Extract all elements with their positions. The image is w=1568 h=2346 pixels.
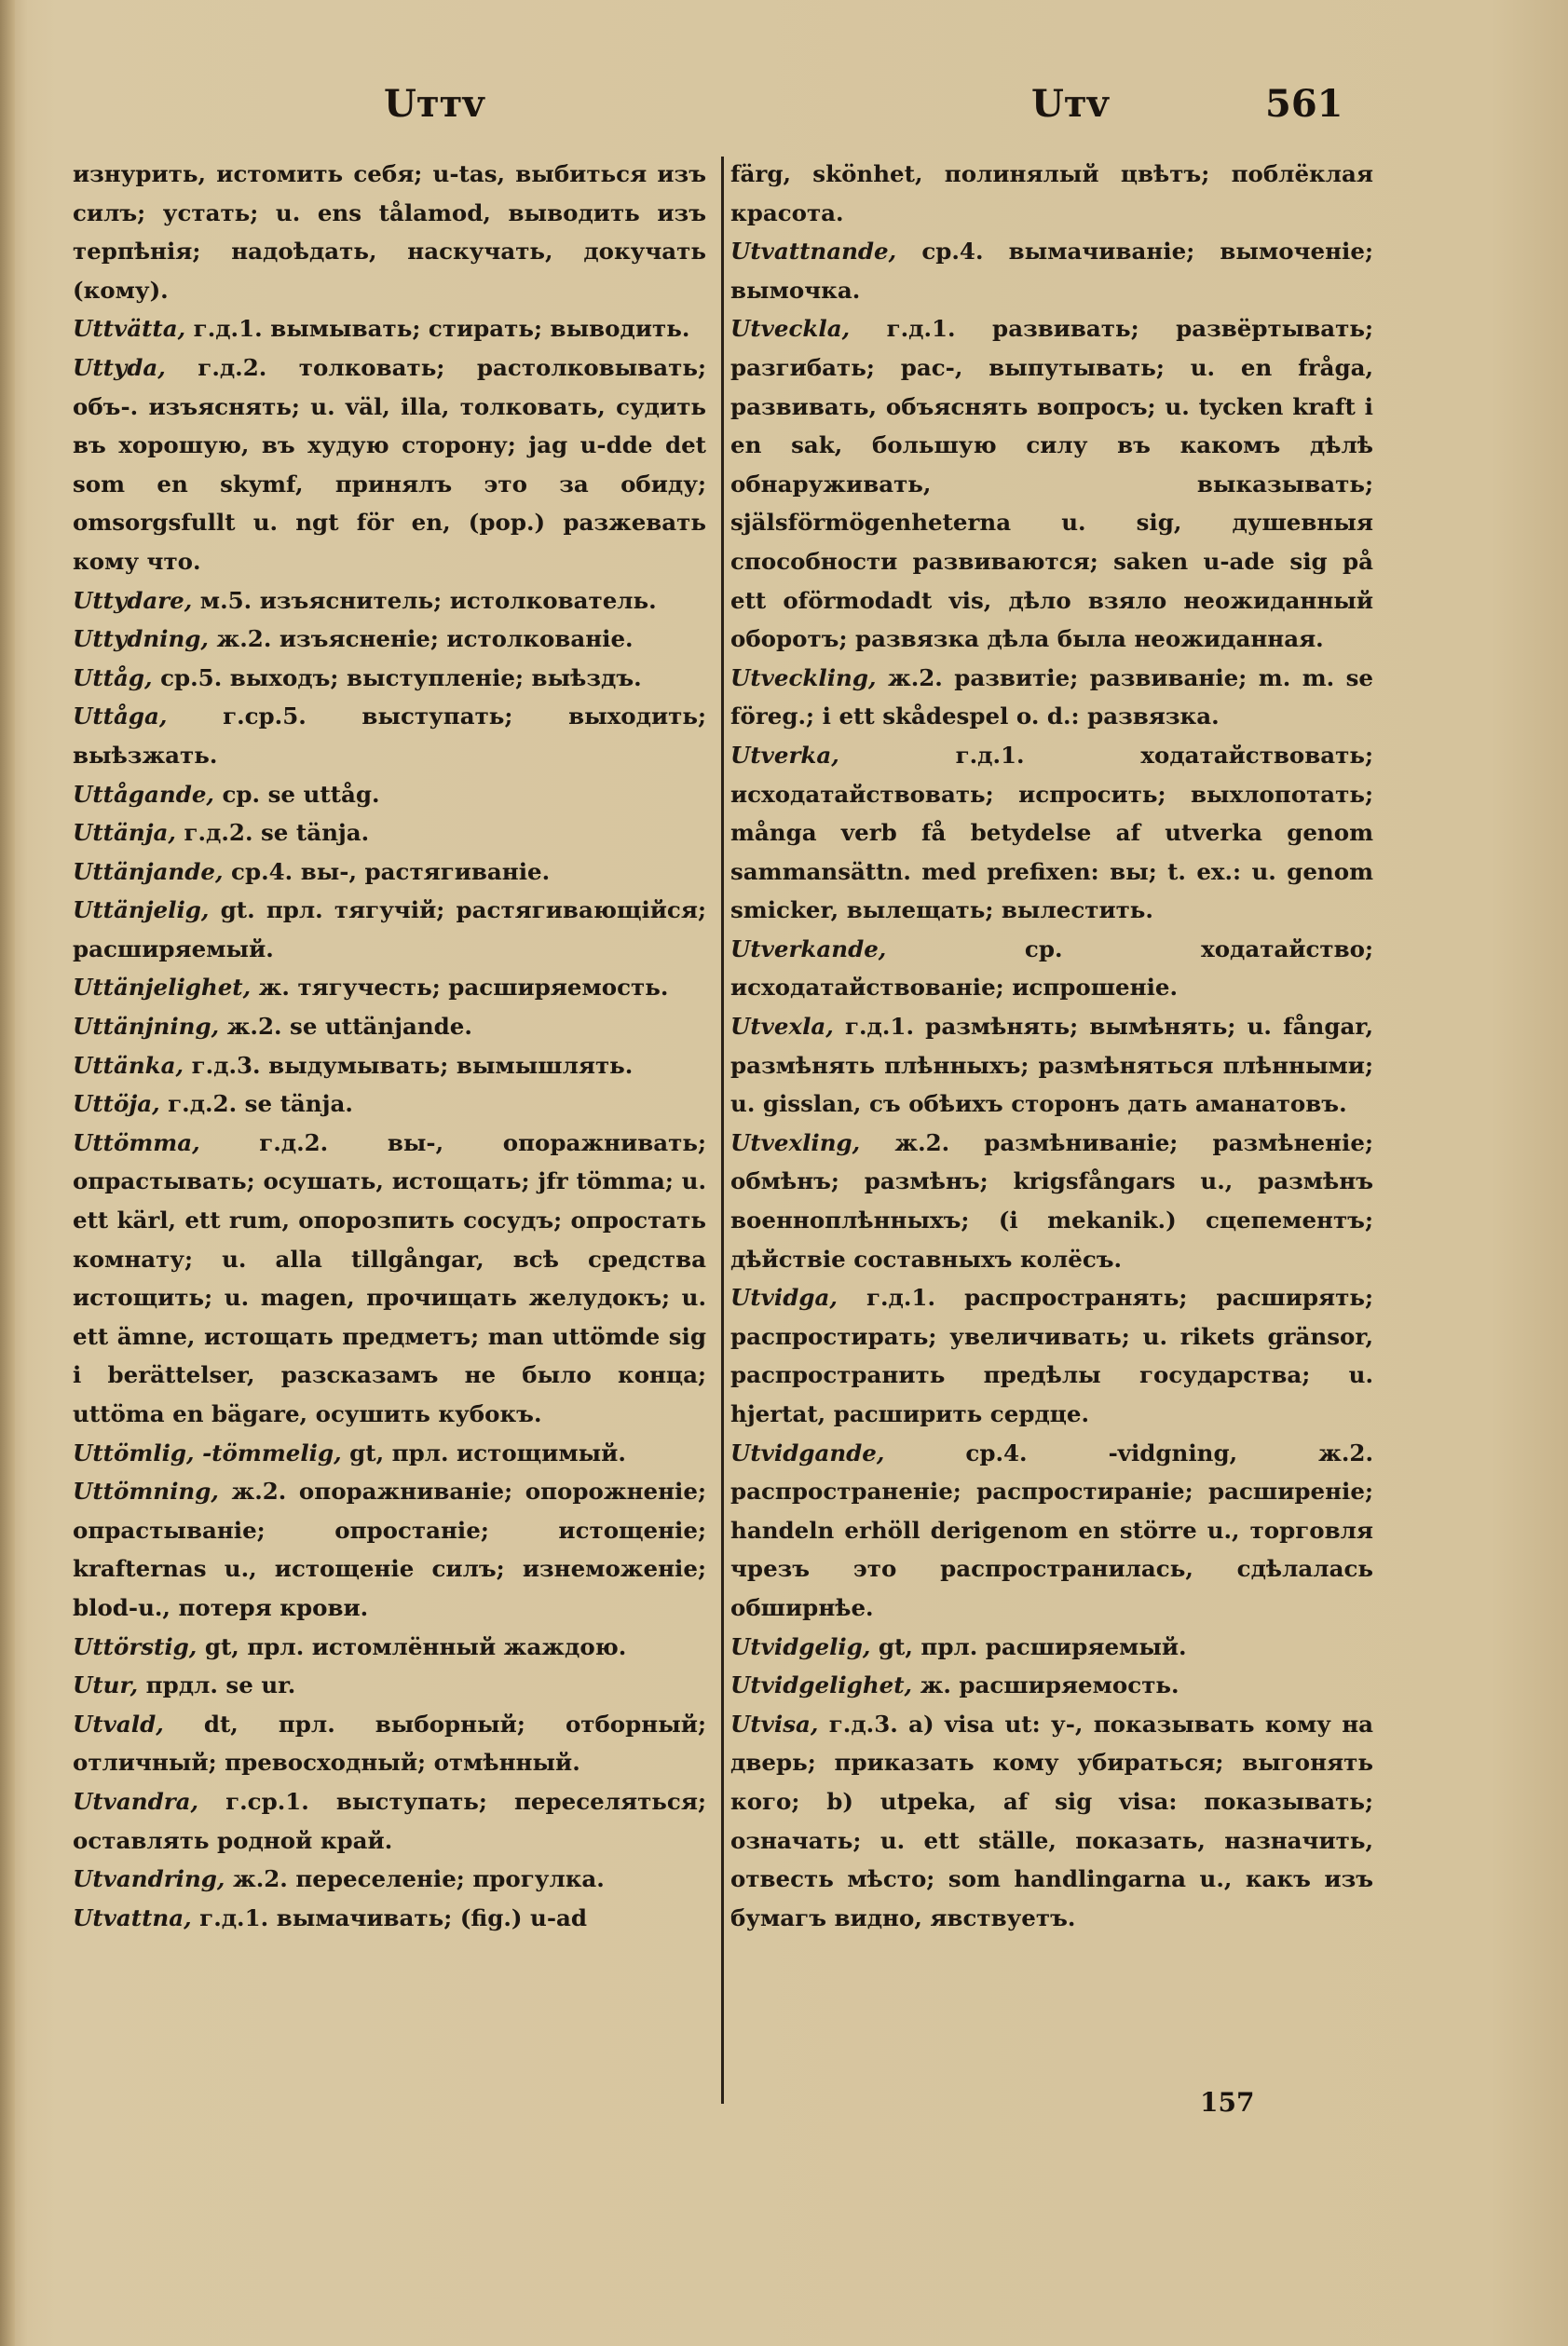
left-column — [73, 155, 706, 1937]
dictionary-entry — [73, 1860, 706, 1899]
entry-text: г.д.3. a) visa ut: у-, показывать кому на дверь; приказать кому убираться; выгонять кого; b) utpeka, af sig visa: показывать; означать; u. ett ställe, показать, назначить, отвесть мѣсто; som handlingarna u., какъ изъ бумагъ видно, явствуетъ. — [730, 1710, 1373, 1931]
dictionary-entry — [730, 232, 1373, 309]
left-guide-word: Uттv — [384, 82, 484, 126]
entry-text: gt, прл. истомлённый жаждою. — [197, 1632, 627, 1660]
entry-headword: Uttänja, — [73, 819, 176, 847]
entry-headword: Uttydning, — [73, 625, 209, 653]
entry-headword: Uttåg, — [73, 663, 153, 691]
entry-text: г.д.1. распространять; расширять; распростирать; увеличивать; u. rikets gränsor, распространить предѣлы государства; u. hjertat, расширить сердце. — [730, 1284, 1373, 1427]
entry-text: ср.4. вымачиваніе; вымоченіе; вымочка. — [730, 238, 1373, 304]
entry-headword: Uttyda, — [73, 353, 166, 381]
dictionary-entry — [73, 697, 706, 774]
dictionary-entry — [73, 1666, 706, 1705]
dictionary-entry — [73, 852, 706, 892]
entry-headword: Uttänjande, — [73, 857, 224, 885]
entry-text: г.д.2. вы-, опоражнивать; опрастывать; осушать, истощать; jfr tömma; u. ett kärl, ett rum, опорозпить сосудъ; опростать комнату; u. alla tillgångar, всѣ средства истощить; u. magen, прочищать желудокъ; u. ett ämne, истощать предметъ; man uttömde sig i berättelser, разсказамъ не было конца; uttöma en bägare, осушить кубокъ. — [73, 1128, 706, 1427]
dictionary-entry — [73, 1782, 706, 1860]
entry-headword: Utvattnande, — [730, 238, 897, 266]
entry-text: gt. прл. тягучій; растягивающійся; расширяемый. — [73, 896, 706, 962]
entry-text: г.ср.1. выступать; переселяться; оставлять родной край. — [73, 1787, 706, 1854]
entry-headword: Utvidgelighet, — [730, 1671, 913, 1699]
dictionary-entry — [73, 1124, 706, 1434]
entry-headword: Utvexla, — [730, 1013, 834, 1041]
dictionary-entry — [73, 1046, 706, 1085]
entry-headword: Uttänka, — [73, 1051, 184, 1079]
entry-headword: Uttömning, — [73, 1478, 219, 1506]
dictionary-entry — [730, 1705, 1373, 1938]
page-edge — [0, 0, 15, 2346]
entry-headword: Uttöja, — [73, 1090, 160, 1118]
dictionary-entry — [730, 309, 1373, 658]
entry-text: ж.2. se uttänjande. — [219, 1013, 472, 1041]
entry-headword: Uttömlig, -tömmelig, — [73, 1439, 342, 1466]
dictionary-entry — [73, 620, 706, 659]
signature-mark: 157 — [1200, 2087, 1255, 2118]
entry-text: м.5. изъяснитель; истолкователь. — [192, 586, 657, 614]
entry-text: изнурить, истомить себя; u-tas, выбиться изъ силъ; устать; u. ens tålamod, выводить изъ терпѣнія; надоѣдать, наскучать, докучать (кому). — [73, 160, 706, 304]
entry-text: ж. расширяемость. — [912, 1671, 1179, 1699]
entry-headword: Utvidga, — [730, 1284, 838, 1312]
right-column — [730, 155, 1373, 1937]
column-divider — [721, 157, 724, 2104]
dictionary-entry — [730, 1434, 1373, 1628]
entry-headword: Uttänjning, — [73, 1013, 220, 1041]
entry-headword: Utveckling, — [730, 663, 877, 691]
entry-text: ср.4. вы-, растягиваніе. — [223, 857, 551, 885]
entry-headword: Utverkande, — [730, 934, 887, 962]
page-number: 561 — [1265, 82, 1343, 126]
entry-headword: Uttåga, — [73, 702, 168, 730]
entry-text: г.д.2. se tänja. — [175, 819, 370, 847]
entry-headword: Utvisa, — [730, 1710, 819, 1738]
entry-text: ж.2. переселеніе; прогулка. — [225, 1865, 605, 1893]
entry-text: ср.5. выходъ; выступленіе; выѣздъ. — [152, 663, 642, 691]
entry-headword: Utvald, — [73, 1710, 164, 1738]
dictionary-entry — [73, 348, 706, 581]
dictionary-entry — [73, 1434, 706, 1473]
dictionary-entry — [73, 891, 706, 968]
entry-text: ж.2. опоражниваніе; опорожненіе; опрастываніе; опростаніе; истощеніе; krafternas u., истощеніе силъ; изнеможеніе; blod-u., потеря крови. — [73, 1478, 706, 1621]
dictionary-entry — [730, 659, 1373, 736]
entry-text: gt, прл. истощимый. — [341, 1439, 626, 1466]
entry-text: ж.2. развитіе; развиваніе; m. m. se föreg.; i ett skådespel o. d.: развязка. — [730, 663, 1373, 730]
entry-text: г.д.1. размѣнять; вымѣнять; u. fångar, размѣнять плѣнныхъ; размѣняться плѣнными; u. gisslan, съ обѣихъ сторонъ дать аманатовъ. — [730, 1013, 1373, 1118]
dictionary-entry — [730, 155, 1373, 232]
entry-text: ж. тягучесть; расширяемость. — [251, 974, 669, 1002]
dictionary-entry — [730, 1007, 1373, 1124]
entry-text: ср. ходатайство; исходатайствованіе; испрошеніе. — [730, 934, 1373, 1002]
dictionary-entry — [730, 736, 1373, 930]
running-header — [0, 82, 1568, 138]
entry-headword: Uttänjelighet, — [73, 974, 252, 1002]
entry-text: г.д.3. выдумывать; вымышлять. — [184, 1051, 634, 1079]
dictionary-entry — [730, 1666, 1373, 1705]
dictionary-entry — [73, 659, 706, 698]
entry-text: dt, прл. выборный; отборный; отличный; превосходный; отмѣнный. — [73, 1710, 706, 1777]
dictionary-entry — [73, 155, 706, 309]
entry-headword: Uttänjelig, — [73, 896, 210, 924]
dictionary-entry — [73, 968, 706, 1007]
entry-headword: Utvattna, — [73, 1903, 192, 1931]
entry-text: г.д.1. ходатайствовать; исходатайствовать; испросить; выхлопотать; många verb få betydelse af utverka genom sammansättn. med prefixen: вы; t. ex.: u. genom smicker, вылещать; вылестить. — [730, 741, 1373, 924]
entry-text: färg, skönhet, полинялый цвѣтъ; поблёклая красота. — [730, 160, 1373, 226]
entry-text: ср. se uttåg. — [213, 780, 380, 808]
dictionary-entry — [730, 1628, 1373, 1667]
entry-headword: Uttydare, — [73, 586, 193, 614]
dictionary-entry — [73, 309, 706, 348]
entry-headword: Uttömma, — [73, 1128, 200, 1156]
entry-headword: Utveckla, — [730, 315, 851, 343]
dictionary-entry — [73, 1705, 706, 1782]
entry-text: г.д.1. вымачивать; (fig.) u-ad — [191, 1903, 587, 1931]
entry-text: прдл. se ur. — [138, 1671, 296, 1699]
entry-text: г.д.1. вымывать; стирать; выводить. — [185, 315, 690, 343]
dictionary-entry — [730, 930, 1373, 1007]
dictionary-entry — [73, 1472, 706, 1627]
entry-headword: Utvandring, — [73, 1865, 225, 1893]
entry-text: г.д.2. se tänja. — [159, 1090, 353, 1118]
dictionary-entry — [73, 1628, 706, 1667]
entry-headword: Utur, — [73, 1671, 139, 1699]
entry-text: ср.4. -vidgning, ж.2. распространеніе; распростираніе; расширеніе; handeln erhöll derigenom en större u., торговля чрезъ это распространилась, сдѣлалась обширнѣе. — [730, 1439, 1373, 1621]
entry-text: г.д.2. толковать; растолковывать; объ-. изъяснять; u. väl, illa, толковать, судить въ хорошую, въ худую сторону; jag u-dde det som en skymf, принялъ это за обиду; omsorgsfullt u. ngt för en, (рор.) разжевать кому что. — [73, 353, 706, 575]
entry-text: г.ср.5. выступать; выходить; выѣзжать. — [73, 702, 706, 769]
entry-headword: Uttågande, — [73, 780, 214, 808]
entry-headword: Utvidgande, — [730, 1439, 885, 1466]
entry-text: gt, прл. расширяемый. — [870, 1632, 1187, 1660]
entry-text: г.д.1. развивать; развёртывать; разгибать; рас-, выпутывать; u. en fråga, развивать, объяснять вопросъ; u. tycken kraft i en sak, большую силу въ какомъ дѣлѣ обнаруживать, выказывать; själsförmögenheterna u. sig, душевныя способности развиваются; saken u-ade sig på ett oförmodadt vis, дѣло взяло неожиданный оборотъ; развязка дѣла была неожиданная. — [730, 315, 1373, 653]
dictionary-entry — [73, 775, 706, 814]
entry-headword: Utvexling, — [730, 1128, 861, 1156]
dictionary-entry — [73, 813, 706, 852]
right-guide-word: Uтv — [1031, 82, 1109, 126]
entry-text: ж.2. размѣниваніе; размѣненіе; обмѣнъ; размѣнъ; krigsfångars u., размѣнъ военноплѣнныхъ; (i mekanik.) сцепементъ; дѣйствіе составныхъ колёсъ. — [730, 1128, 1373, 1273]
entry-headword: Uttvätta, — [73, 315, 186, 343]
entry-headword: Utvandra, — [73, 1787, 199, 1815]
dictionary-entry — [730, 1278, 1373, 1433]
dictionary-entry — [73, 1899, 706, 1938]
entry-headword: Utvidgelig, — [730, 1632, 871, 1660]
dictionary-entry — [73, 1007, 706, 1046]
dictionary-entry — [73, 581, 706, 621]
entry-headword: Uttörstig, — [73, 1632, 198, 1660]
dictionary-entry — [730, 1124, 1373, 1278]
entry-text: ж.2. изъясненіе; истолкованіе. — [208, 625, 634, 653]
entry-headword: Utverka, — [730, 741, 839, 769]
dictionary-entry — [73, 1084, 706, 1124]
